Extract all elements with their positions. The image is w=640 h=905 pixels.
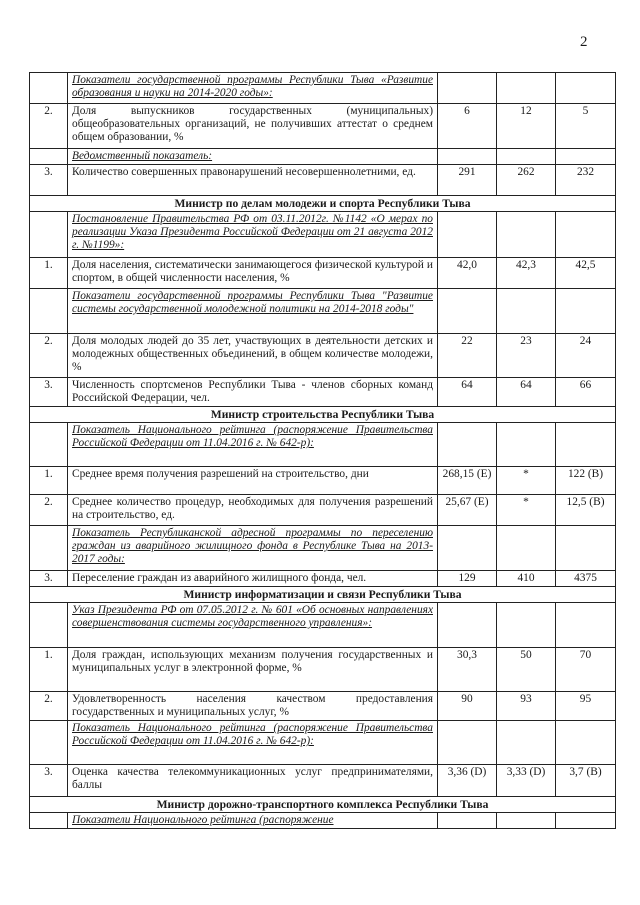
empty-cell (30, 603, 68, 648)
row-number: 3. (30, 165, 68, 196)
section-subheading: Показатели государственной программы Республики Тыва "Развитие системы государственной молодежной политики на 2014-2018 годы" (68, 289, 438, 334)
indicator-value-2: 93 (497, 692, 556, 721)
empty-cell (556, 289, 616, 334)
indicator-value-3: 122 (B) (556, 467, 616, 495)
row-number: 1. (30, 467, 68, 495)
indicator-value-1: 291 (438, 165, 497, 196)
row-number: 2. (30, 495, 68, 526)
empty-cell (438, 813, 497, 829)
empty-cell (556, 73, 616, 104)
indicator-value-2: 50 (497, 648, 556, 692)
indicator-value-2: 64 (497, 378, 556, 407)
empty-cell (556, 423, 616, 467)
table-row (30, 165, 616, 196)
indicator-value-3: 5 (556, 104, 616, 149)
row-number: 3. (30, 571, 68, 587)
indicator-name: Количество совершенных правонарушений несовершеннолетними, ед. (68, 165, 438, 196)
indicator-value-1: 22 (438, 334, 497, 378)
empty-cell (438, 73, 497, 104)
page-number: 2 (580, 34, 588, 50)
empty-cell (438, 149, 497, 165)
table-row (30, 495, 616, 526)
indicator-value-2: 410 (497, 571, 556, 587)
indicator-value-3: 66 (556, 378, 616, 407)
empty-cell (438, 603, 497, 648)
empty-cell (497, 526, 556, 571)
indicator-value-1: 129 (438, 571, 497, 587)
row-number: 1. (30, 648, 68, 692)
indicator-name: Доля населения, систематически занимающегося физической культурой и спортом, в общей численности населения, % (68, 258, 438, 289)
empty-cell (497, 423, 556, 467)
table-row (30, 648, 616, 692)
table-row (30, 813, 616, 829)
empty-cell (556, 149, 616, 165)
ministry-heading: Министр строительства Республики Тыва (30, 407, 616, 423)
table-row (30, 571, 616, 587)
ministry-heading: Министр дорожно-транспортного комплекса Республики Тыва (30, 797, 616, 813)
empty-cell (30, 73, 68, 104)
section-subheading: Показатели государственной программы Республики Тыва «Развитие образования и науки на 2014-2020 годы»: (68, 73, 438, 104)
table-row (30, 104, 616, 149)
empty-cell (438, 289, 497, 334)
indicator-name: Доля граждан, использующих механизм получения государственных и муниципальных услуг в электронной форме, % (68, 648, 438, 692)
section-subheading: Показатель Республиканской адресной программы по переселению граждан из аварийного жилищного фонда в Республике Тыва на 2013-2017 годы: (68, 526, 438, 571)
empty-cell (438, 526, 497, 571)
section-subheading: Постановление Правительства РФ от 03.11.2012г. №1142 «О мерах по реализации Указа Президента Российской Федерации от 21 августа 2012 г. №1199»: (68, 212, 438, 258)
table-row (30, 467, 616, 495)
table-row (30, 407, 616, 423)
table-row (30, 149, 616, 165)
ministry-heading: Министр информатизации и связи Республики Тыва (30, 587, 616, 603)
empty-cell (497, 721, 556, 765)
row-number: 1. (30, 258, 68, 289)
table-row (30, 692, 616, 721)
empty-cell (30, 526, 68, 571)
empty-cell (556, 721, 616, 765)
empty-cell (438, 212, 497, 258)
table-row (30, 765, 616, 797)
empty-cell (556, 212, 616, 258)
empty-cell (30, 289, 68, 334)
indicator-value-1: 6 (438, 104, 497, 149)
empty-cell (438, 423, 497, 467)
section-subheading: Показатель Национального рейтинга (распоряжение Правительства Российской Федерации от 11.04.2016 г. № 642-р): (68, 721, 438, 765)
empty-cell (30, 149, 68, 165)
indicator-name: Удовлетворенность населения качеством предоставления государственных и муниципальных услуг, % (68, 692, 438, 721)
indicator-name: Оценка качества телекоммуникационных услуг предпринимателями, баллы (68, 765, 438, 797)
indicator-value-1: 64 (438, 378, 497, 407)
indicator-value-1: 42,0 (438, 258, 497, 289)
indicator-value-3: 3,7 (B) (556, 765, 616, 797)
empty-cell (30, 813, 68, 829)
empty-cell (556, 526, 616, 571)
indicators-table (29, 72, 616, 829)
empty-cell (30, 721, 68, 765)
empty-cell (497, 73, 556, 104)
table-row (30, 258, 616, 289)
empty-cell (30, 423, 68, 467)
empty-cell (30, 212, 68, 258)
indicator-value-1: 268,15 (E) (438, 467, 497, 495)
table-row (30, 196, 616, 212)
empty-cell (497, 289, 556, 334)
indicator-value-1: 25,67 (E) (438, 495, 497, 526)
indicator-value-3: 95 (556, 692, 616, 721)
table-row (30, 797, 616, 813)
table-row (30, 423, 616, 467)
indicator-value-2: 42,3 (497, 258, 556, 289)
empty-cell (556, 603, 616, 648)
indicator-value-1: 3,36 (D) (438, 765, 497, 797)
table-row (30, 603, 616, 648)
empty-cell (497, 813, 556, 829)
empty-cell (438, 721, 497, 765)
section-subheading: Показатель Национального рейтинга (распоряжение Правительства Российской Федерации от 11.04.2016 г. № 642-р): (68, 423, 438, 467)
indicator-name: Среднее количество процедур, необходимых для получения разрешений на строительство, ед. (68, 495, 438, 526)
table-row (30, 526, 616, 571)
row-number: 2. (30, 334, 68, 378)
indicator-name: Численность спортсменов Республики Тыва - членов сборных команд Российской Федерации, чел. (68, 378, 438, 407)
table-row (30, 378, 616, 407)
empty-cell (497, 603, 556, 648)
indicator-value-2: * (497, 495, 556, 526)
indicator-value-2: * (497, 467, 556, 495)
indicator-name: Переселение граждан из аварийного жилищного фонда, чел. (68, 571, 438, 587)
indicator-value-2: 3,33 (D) (497, 765, 556, 797)
table-row (30, 212, 616, 258)
indicator-value-2: 262 (497, 165, 556, 196)
section-subheading: Ведомственный показатель: (68, 149, 438, 165)
indicator-value-3: 12,5 (B) (556, 495, 616, 526)
indicator-value-3: 24 (556, 334, 616, 378)
indicator-value-1: 30,3 (438, 648, 497, 692)
row-number: 3. (30, 378, 68, 407)
indicator-name: Доля выпускников государственных (муниципальных) общеобразовательных организаций, не получивших аттестат о среднем общем образовании, % (68, 104, 438, 149)
row-number: 2. (30, 692, 68, 721)
indicator-value-2: 23 (497, 334, 556, 378)
row-number: 3. (30, 765, 68, 797)
indicator-value-3: 232 (556, 165, 616, 196)
table-row (30, 289, 616, 334)
indicator-name: Среднее время получения разрешений на строительство, дни (68, 467, 438, 495)
indicator-value-3: 4375 (556, 571, 616, 587)
table-row (30, 587, 616, 603)
table-row (30, 334, 616, 378)
empty-cell (497, 212, 556, 258)
section-subheading: Указ Президента РФ от 07.05.2012 г. № 601 «Об основных направлениях совершенствования системы государственного управления»: (68, 603, 438, 648)
indicator-value-1: 90 (438, 692, 497, 721)
indicator-value-3: 42,5 (556, 258, 616, 289)
indicator-value-2: 12 (497, 104, 556, 149)
empty-cell (556, 813, 616, 829)
empty-cell (497, 149, 556, 165)
ministry-heading: Министр по делам молодежи и спорта Республики Тыва (30, 196, 616, 212)
row-number: 2. (30, 104, 68, 149)
table-row (30, 721, 616, 765)
indicator-name: Доля молодых людей до 35 лет, участвующих в деятельности детских и молодежных общественных объединений, в общем количестве молодежи, % (68, 334, 438, 378)
section-subheading: Показатели Национального рейтинга (распоряжение (68, 813, 438, 829)
table-row (30, 73, 616, 104)
indicator-value-3: 70 (556, 648, 616, 692)
